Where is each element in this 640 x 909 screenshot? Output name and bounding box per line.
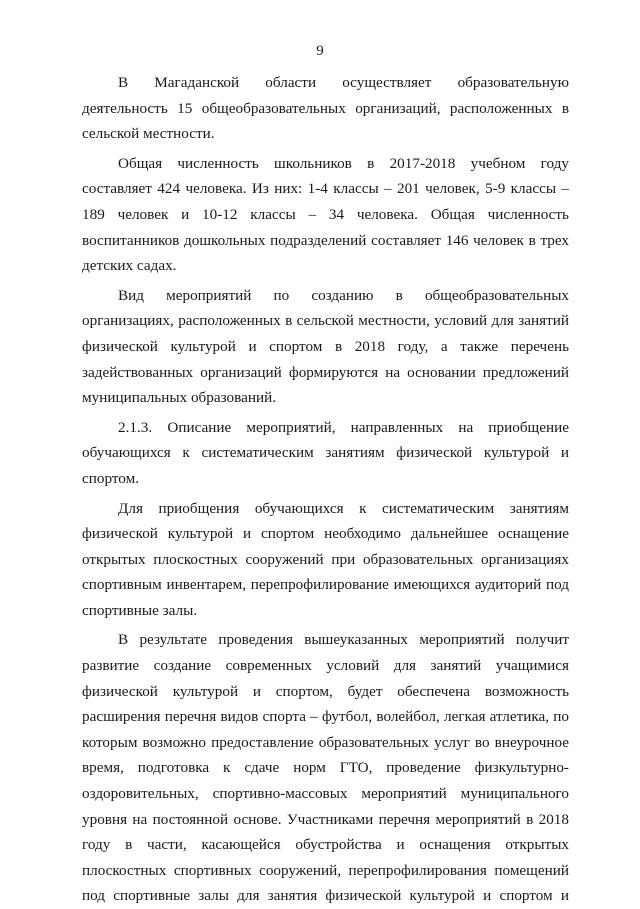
- paragraph-equipment: Для приобщения обучающихся к систематическим занятиям физической культурой и спортом необходимо дальнейшее оснащение открытых плоскостных сооружений при образовательных организациях спортивным инвентарем, перепрофилирование имеющихся аудиторий под спортивные залы.: [82, 499, 569, 619]
- section-heading-2-1-3: 2.1.3. Описание мероприятий, направленных на приобщение обучающихся к систематическим занятиям физической культурой и спортом.: [82, 418, 569, 487]
- document-body: [82, 70, 569, 909]
- paragraph-results: В результате проведения вышеуказанных мероприятий получит развитие создание современных условий для занятий учащимися физической культурой и спортом, будет обеспечена возможность расширения перечня видов спорта – футбол, волейбол, легкая атлетика, по которым возможно предоставление образовательных услуг во внеурочное время, подготовка к сдаче норм ГТО, проведение физкультурно-оздоровительных, спортивно-массовых мероприятий муниципального уровня на постоянной основе. Участниками перечня мероприятий в 2018 году в части, касающейся обустройства и оснащения открытых плоскостных спортивных сооружений, перепрофилирования помещений под спортивные залы для занятия физической культурой и спортом и: [82, 631, 569, 905]
- paragraph-activities-type: Вид мероприятий по созданию в общеобразовательных организациях, расположенных в сельской местности, условий для занятий физической культурой и спортом в 2018 году, а также перечень задействованных организаций формируются на основании предложений муниципальных образований.: [82, 286, 569, 407]
- page-number: 9: [316, 43, 324, 59]
- paragraph-student-numbers: Общая численность школьников в 2017-2018 учебном году составляет 424 человека. Из них: 1-4 классы – 201 человек, 5-9 классы – 189 человек и 10-12 классы – 34 человека. Общая численность воспитанников дошкольных подразделений составляет 146 человек в трех детских садах.: [82, 154, 569, 275]
- paragraph-schools-count: В Магаданской области осуществляет образовательную деятельность 15 общеобразовательных организаций, расположенных в сельской местности.: [82, 74, 569, 143]
